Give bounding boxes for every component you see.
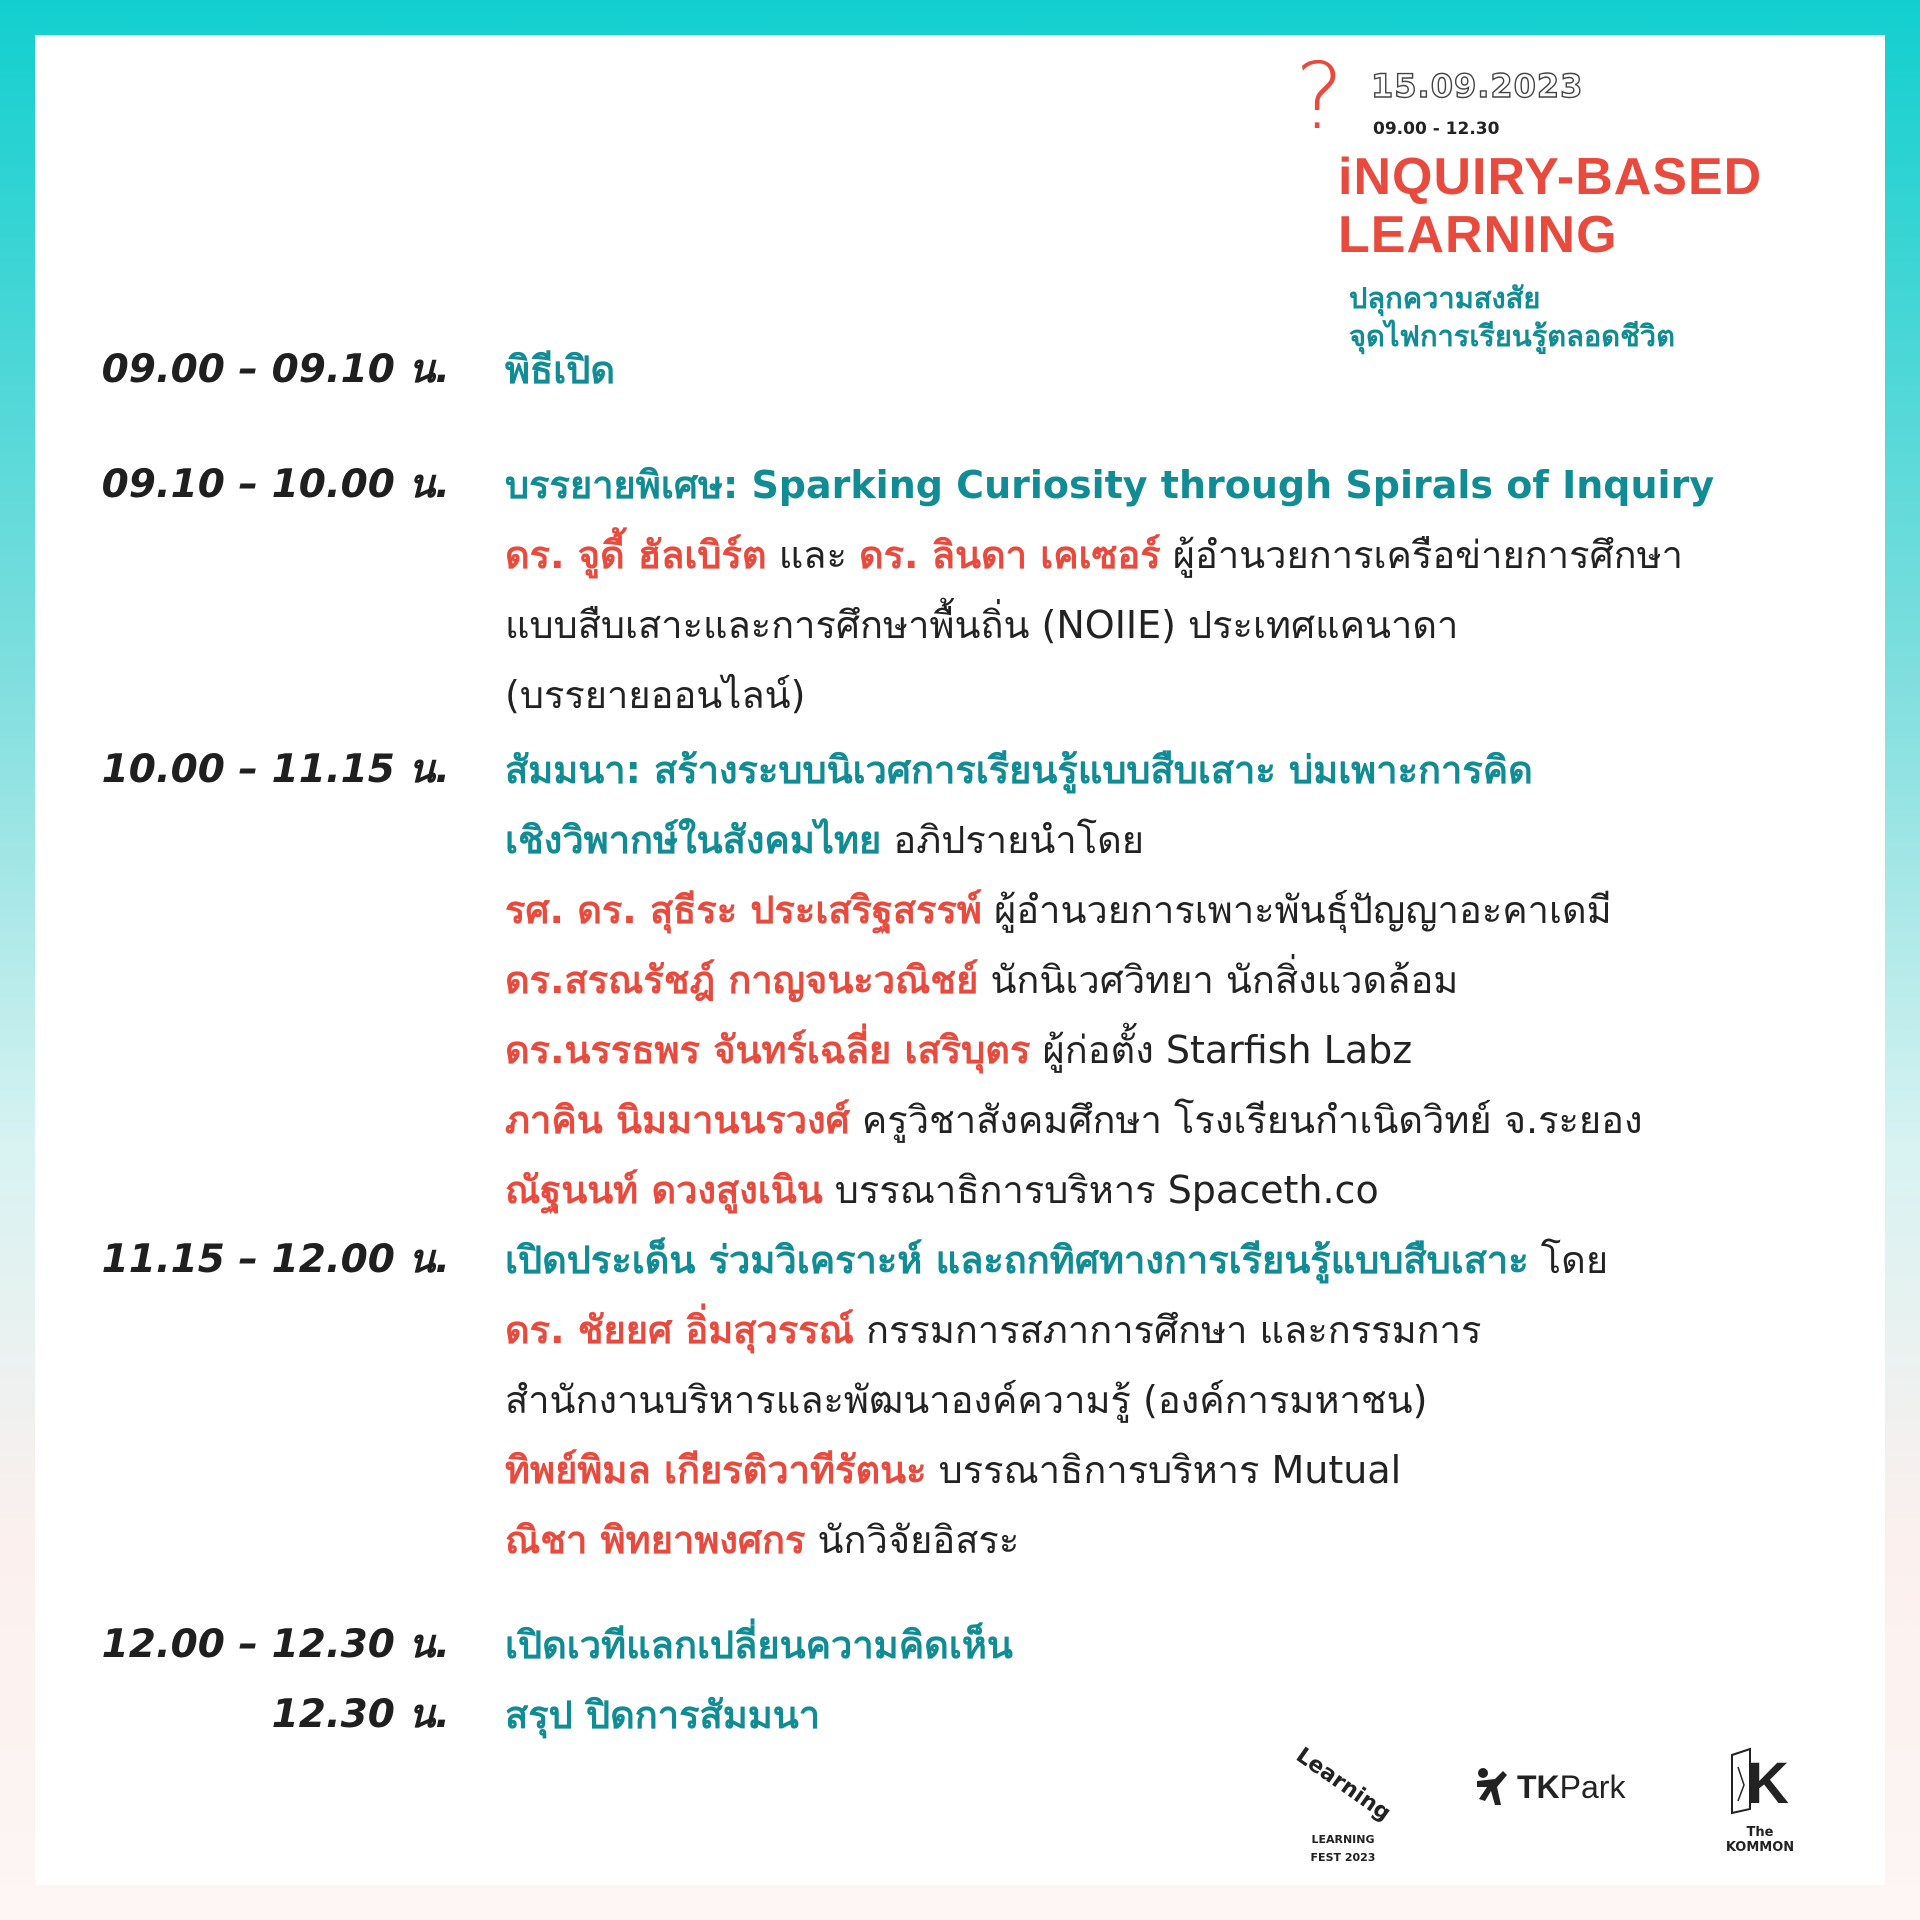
session-title: เชิงวิพากษ์ในสังคมไทย	[505, 818, 882, 862]
speaker-name: ดร. จูดี้ ฮัลเบิร์ต	[505, 533, 767, 577]
schedule-line	[505, 1610, 1835, 1680]
schedule-text: ผู้ก่อตั้ง Starfish Labz	[1030, 1028, 1413, 1072]
learning-fest-mark-text: Learning	[1291, 1743, 1396, 1827]
schedule-line	[505, 1435, 1835, 1505]
kommon-label: The KOMMON	[1725, 1825, 1795, 1855]
learning-fest-mark-icon	[1291, 1743, 1396, 1827]
schedule-text: ครูวิชาสังคมศึกษา โรงเรียนกำเนิดวิทย์ จ.ระยอง	[849, 1098, 1643, 1142]
schedule-content	[505, 1225, 1835, 1575]
session-title: สรุป ปิดการสัมมนา	[505, 1693, 821, 1737]
schedule-text: นักวิจัยอิสระ	[805, 1518, 1020, 1562]
learning-fest-line1: LEARNING	[1311, 1833, 1375, 1846]
session-title: เปิดเวทีแลกเปลี่ยนความคิดเห็น	[505, 1623, 1013, 1667]
speaker-name: ทิพย์พิมล เกียรติวาทีรัตนะ	[505, 1448, 927, 1492]
schedule-text: โดย	[1528, 1238, 1609, 1282]
schedule-text: ผู้อำนวยการเครือข่ายการศึกษา	[1160, 533, 1683, 577]
schedule-text: บรรณาธิการบริหาร Mutual	[926, 1448, 1402, 1492]
schedule-line	[505, 1085, 1835, 1155]
schedule-line	[505, 945, 1835, 1015]
schedule-time: 12.30 น.	[271, 1692, 450, 1737]
schedule-text: และ	[766, 533, 859, 577]
schedule-line	[505, 1680, 1835, 1750]
speaker-name: ภาคิน นิมมานนรวงศ์	[505, 1098, 850, 1142]
session-title: สัมมนา: สร้างระบบนิเวศการเรียนรู้แบบสืบเสาะ บ่มเพาะการคิด	[505, 748, 1533, 792]
session-title: พิธีเปิด	[505, 348, 616, 392]
session-title: เปิดประเด็น ร่วมวิเคราะห์ และถกทิศทางการเรียนรู้แบบสืบเสาะ	[505, 1238, 1529, 1282]
schedule-line	[505, 1295, 1835, 1365]
schedule-time: 09.00 – 09.10 น.	[101, 347, 450, 392]
event-date: 15.09.2023	[1371, 67, 1584, 105]
event-subtitle-line1: ปลุกความสงสัย	[1349, 281, 1541, 315]
speaker-name: ดร. ชัยยศ อิ่มสุวรรณ์	[505, 1308, 854, 1352]
schedule-content	[505, 1680, 1835, 1750]
schedule-line	[505, 1365, 1835, 1435]
schedule-line	[505, 450, 1835, 520]
session-title: บรรยายพิเศษ: Sparking Curiosity through Spirals of Inquiry	[505, 463, 1715, 507]
schedule-line	[505, 1225, 1835, 1295]
schedule-content	[505, 735, 1835, 1225]
schedule-content	[505, 1610, 1835, 1680]
schedule-line	[505, 335, 1835, 405]
speaker-name: รศ. ดร. สุธีระ ประเสริฐสรรพ์	[505, 888, 982, 932]
schedule-line	[505, 590, 1835, 660]
schedule-time: 09.10 – 10.00 น.	[101, 462, 450, 507]
schedule-line	[505, 735, 1835, 805]
schedule-text: ผู้อำนวยการเพาะพันธุ์ปัญญาอะคาเดมี	[981, 888, 1612, 932]
kommon-logo	[1715, 1745, 1805, 1855]
schedule-line	[505, 1015, 1835, 1085]
speaker-name: ณิชา พิทยาพงศกร	[505, 1518, 806, 1562]
tkpark-figure-icon	[1473, 1765, 1517, 1809]
speaker-name: ดร.สรณรัชฎ์ กาญจนะวณิชย์	[505, 958, 979, 1002]
event-subtitle-line2: จุดไฟการเรียนรู้ตลอดชีวิต	[1349, 319, 1675, 353]
schedule-time: 12.00 – 12.30 น.	[101, 1622, 450, 1667]
question-mark-icon: ?	[1295, 43, 1344, 150]
speaker-name: ดร. ลินดา เคเซอร์	[858, 533, 1161, 577]
tkpark-wordmark: TKPark	[1517, 1768, 1626, 1805]
schedule-text: นักนิเวศวิทยา นักสิ่งแวดล้อม	[978, 958, 1459, 1002]
schedule-time: 10.00 – 11.15 น.	[101, 747, 450, 792]
tkpark-logo	[1473, 1765, 1625, 1809]
speaker-name: ณัฐนนท์ ดวงสูงเนิน	[505, 1168, 823, 1212]
schedule-time: 11.15 – 12.00 น.	[101, 1237, 450, 1282]
schedule-text: กรรมการสภาการศึกษา และกรรมการ	[853, 1308, 1482, 1352]
schedule-text: แบบสืบเสาะและการศึกษาพื้นถิ่น (NOIIE) ประเทศแคนาดา	[505, 603, 1459, 647]
schedule-text: (บรรยายออนไลน์)	[505, 673, 806, 717]
schedule-content	[505, 335, 1835, 405]
kommon-mark-icon	[1724, 1745, 1796, 1817]
learning-fest-logo	[1291, 1743, 1396, 1865]
schedule-line	[505, 1155, 1835, 1225]
speaker-name: ดร.นรรธพร จันทร์เฉลี่ย เสริบุตร	[505, 1028, 1031, 1072]
schedule-line	[505, 805, 1835, 875]
schedule-text: บรรณาธิการบริหาร Spaceth.co	[822, 1168, 1379, 1212]
schedule-line	[505, 660, 1835, 730]
schedule-content	[505, 450, 1835, 730]
sponsor-logos	[0, 1745, 1920, 1875]
schedule-line	[505, 875, 1835, 945]
schedule-text: สำนักงานบริหารและพัฒนาองค์ความรู้ (องค์การมหาชน)	[505, 1378, 1428, 1422]
schedule-line	[505, 1505, 1835, 1575]
schedule-line	[505, 520, 1835, 590]
kommon-letter: K	[1747, 1751, 1789, 1816]
learning-fest-line2: FEST 2023	[1310, 1851, 1376, 1864]
event-title-line1: iNQUIRY-BASED	[1338, 148, 1763, 206]
event-title-line2: LEARNING	[1338, 206, 1618, 264]
schedule-text: อภิปรายนำโดย	[881, 818, 1145, 862]
event-time-range: 09.00 - 12.30	[1373, 119, 1500, 139]
